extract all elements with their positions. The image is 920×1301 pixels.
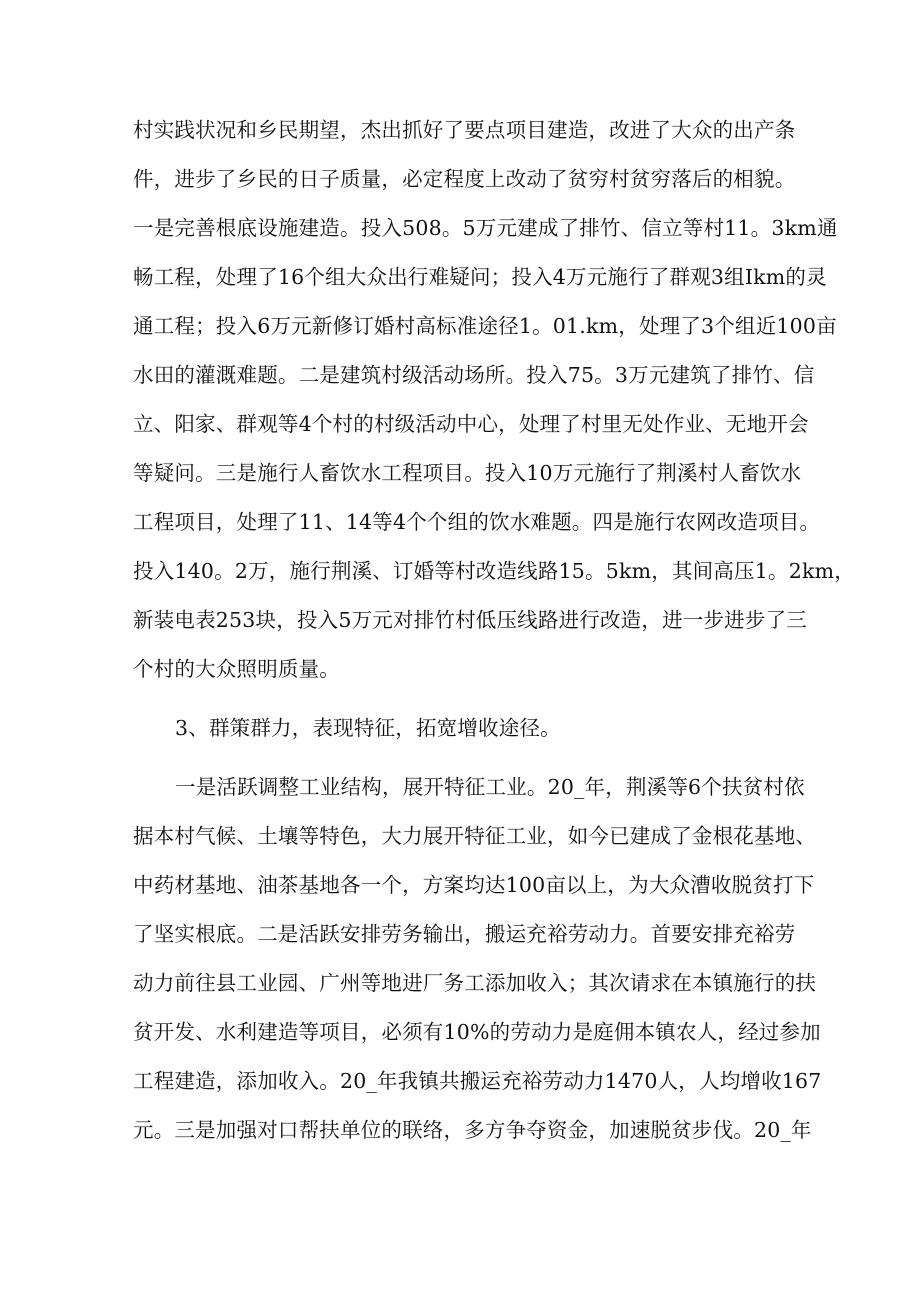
text-line: 动力前往县工业园、广州等地进厂务工添加收入；其次请求在本镇施行的扶 xyxy=(133,971,817,995)
text-line: 水田的灌溉难题。二是建筑村级活动场所。投入75。3万元建筑了排竹、信 xyxy=(133,363,815,387)
section-heading: 3、群策群力，表现特征，拓宽增收途径。 xyxy=(175,716,561,740)
text-line: 元。三是加强对口帮扶单位的联络，多方争夺资金，加速脱贫步伐。20_年 xyxy=(133,1118,812,1142)
text-line: 件，进步了乡民的日子质量，必定程度上改动了贫穷村贫穷落后的相貌。 xyxy=(133,167,796,191)
text-line: 通工程；投入6万元新修订婚村高标准途径1。01.km，处理了3个组近100亩 xyxy=(133,314,837,338)
text-line: 一是完善根底设施建造。投入508。5万元建成了排竹、信立等村11。3km通 xyxy=(133,216,838,240)
text-line: 畅工程，处理了16个组大众出行难疑问；投入4万元施行了群观3组Ikm的灵 xyxy=(133,265,827,289)
text-line: 中药材基地、油茶基地各一个，方案均达100亩以上，为大众漕收脱贫打下 xyxy=(133,873,815,897)
text-line: 新装电表253块，投入5万元对排竹村低压线路进行改造，进一步进步了三 xyxy=(133,608,807,632)
text-line: 了坚实根底。二是活跃安排劳务输出，搬运充裕劳动力。首要安排充裕劳 xyxy=(133,922,796,946)
text-line: 工程项目，处理了11、14等4个个组的饮水难题。四是施行农网改造项目。 xyxy=(133,510,821,534)
text-line: 贫开发、水利建造等项目，必须有10%的劳动力是庭佣本镇农人，经过参加 xyxy=(133,1020,821,1044)
text-line: 投入140。2万，施行荆溪、订婚等村改造线路15。5km，其间高压1。2km， xyxy=(133,559,855,583)
text-line: 工程建造，添加收入。20_年我镇共搬运充裕劳动力1470人，人均增收167 xyxy=(133,1069,822,1093)
text-line: 等疑问。三是施行人畜饮水工程项目。投入10万元施行了荆溪村人畜饮水 xyxy=(133,461,802,485)
text-line: 立、阳家、群观等4个村的村级活动中心，处理了村里无处作业、无地开会 xyxy=(133,412,809,436)
text-line: 据本村气候、土壤等特色，大力展开特征工业，如今已建成了金根花基地、 xyxy=(133,824,817,848)
text-line: 村实践状况和乡民期望，杰出抓好了要点项目建造，改进了大众的出产条 xyxy=(133,118,796,142)
text-line: 一是活跃调整工业结构，展开特征工业。20_年，荆溪等6个扶贫村依 xyxy=(175,775,805,799)
text-line: 个村的大众照明质量。 xyxy=(133,657,340,681)
